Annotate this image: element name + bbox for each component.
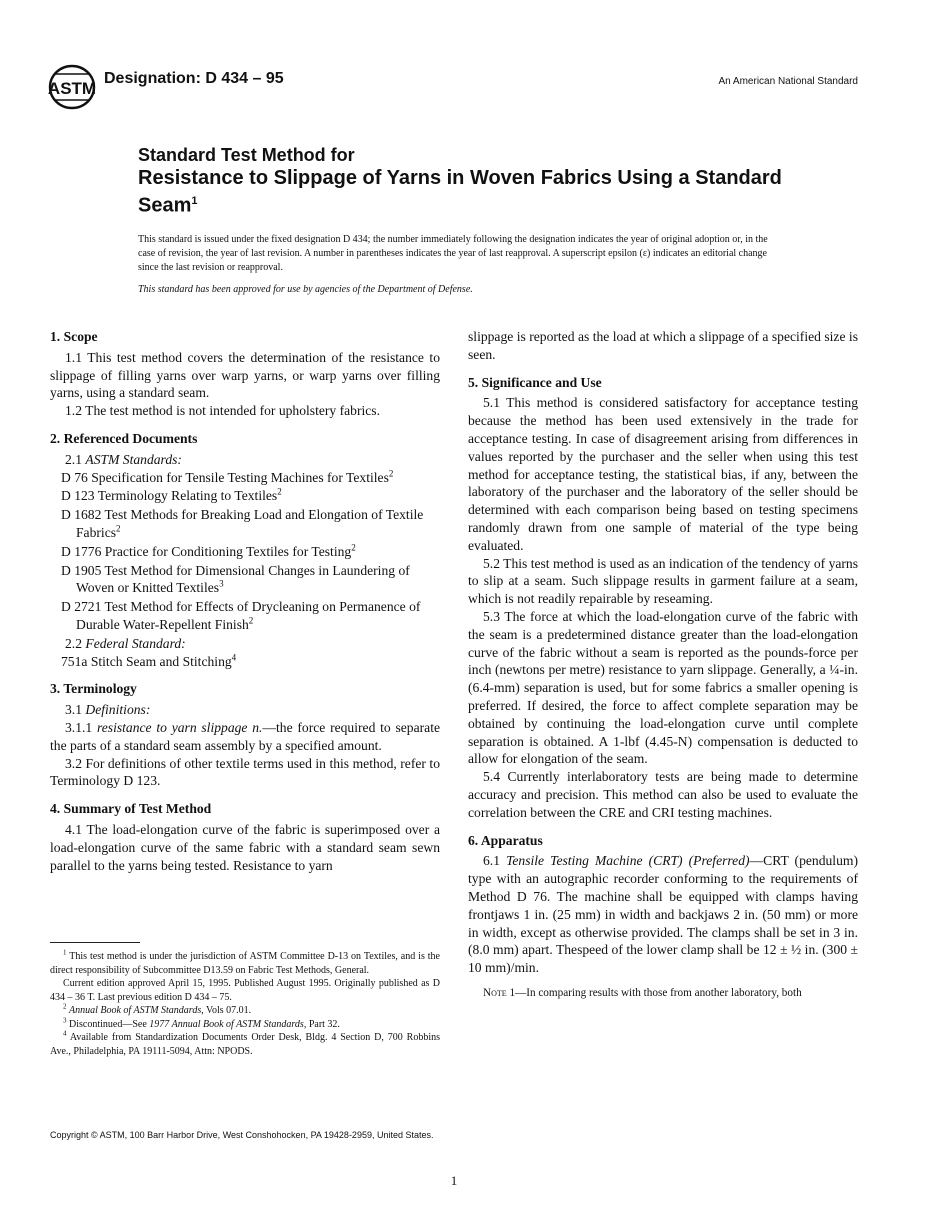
intro-block (138, 233, 778, 297)
dod-note: This standard has been approved for use by agencies of the Department of Defense. (138, 284, 473, 295)
paragraph-1-2: 1.2 The test method is not intended for upholstery fabrics. (65, 403, 380, 419)
paragraph-3-1: 3.1 Definitions: (65, 702, 151, 718)
intro-text: This standard is issued under the fixed designation D 434; the number immediately following the designation indicates the year of original adoption or, in the case of revision, the year of last revision. A number in parentheses indicates the year of last reapproval. A superscript epsilon (ε) indicates an editorial change since the last revision or reapproval. (138, 234, 768, 273)
title-line-1: Standard Test Method for (138, 145, 355, 165)
astm-logo (48, 64, 96, 110)
section-heading-summary: 4. Summary of Test Method (50, 801, 212, 817)
left-column (50, 328, 440, 874)
page-number: 1 (450, 1173, 458, 1188)
right-column (468, 328, 858, 1003)
footnote-rule (50, 942, 140, 943)
reference-item: D 76 Specification for Tensile Testing Machines for Textiles$^2$ (61, 468, 394, 485)
designation: Designation: D 434 – 95 (104, 70, 284, 87)
logo-text: ASTM (48, 79, 96, 98)
footnote-3: $^3$ Discontinued—See 1977 Annual Book of ASTM Standards, Part 32. (63, 1016, 340, 1030)
paragraph-3-1-1: 3.1.1 resistance to yarn slippage n.—the force required to separate the parts of a standard seam assembly by a specified amount. (50, 719, 441, 753)
footnote-1-cont: Current edition approved April 15, 1995. Published August 1995. Originally published as D 434 – 36 T. Last previous edition D 434 – 75. (50, 978, 440, 1003)
footnotes (50, 950, 440, 1058)
reference-item: D 1776 Practice for Conditioning Textiles for Testing$^2$ (61, 542, 356, 559)
document-title (138, 144, 818, 218)
reference-item: D 123 Terminology Relating to Textiles$^2$ (61, 486, 282, 504)
national-standard-label: An American National Standard (718, 76, 858, 87)
paragraph-1-1: 1.1 This test method covers the determination of the resistance to slippage of filling yarns over warp yarns, or warp yarns over filling yarns, using a standard seam. (50, 349, 440, 401)
reference-item: D 1905 Test Method for Dimensional Changes in Laundering of Woven or Knitted Textiles$^3$ (61, 562, 410, 596)
reference-item: D 1682 Test Methods for Breaking Load and Elongation of Textile Fabrics$^2$ (61, 507, 424, 540)
footnote-2: $^2$ Annual Book of ASTM Standards, Vols 07.01. (63, 1002, 252, 1016)
paragraph-2-1: 2.1 ASTM Standards: (65, 451, 182, 467)
paragraph-5-2: 5.2 This test method is used as an indication of the tendency of yarns to slip at a seam. Such slippage results in garment failure at a seam, which is not readily repairable by reseaming. (468, 555, 859, 607)
paragraph-5-4: 5.4 Currently interlaboratory tests are being made to determine accuracy and precision. This method can also be used to evaluate the correlation between the CRE and CRI testing machines. (468, 769, 858, 820)
section-heading-terminology: 3. Terminology (50, 681, 137, 697)
federal-reference: 751a Stitch Seam and Stitching$^4$ (61, 652, 237, 669)
paragraph-2-2: 2.2 Federal Standard: (65, 635, 186, 651)
title-line-2: Resistance to Slippage of Yarns in Woven Fabrics Using a Standard Seam$^1$ (138, 167, 782, 217)
paragraph-5-1: 5.1 This method is considered satisfactory for acceptance testing because the method has been used extensively in the trade for acceptance testing. In case of disagreement arising from differences in values reported by the purchaser and the seller when using this test method for acceptance testing, the statistical bias, if any, between the laboratory of the purchaser and the laboratory of the seller should be determined with each comparison being based on testing specimens randomly drawn from one sample of material of the type being evaluated. (468, 395, 858, 553)
copyright: Copyright © ASTM, 100 Barr Harbor Drive, West Conshohocken, PA 19428-2959, United States. (50, 1130, 434, 1140)
title-footnote-mark: 1 (191, 195, 198, 207)
section-heading-scope: 1. Scope (50, 329, 98, 344)
paragraph-5-3: 5.3 The force at which the load-elongation curve of the fabric with the seam is a predetermined distance greater than the load-elongation curve of the fabric without a seam is reported as the pounds-force per inch (newtons per metre) resistance to yarn slippage. Generally, a ¼-in. (6.4-mm) separation is used, but for some fabrics a smaller opening is preferred. If desired, the force to affect complete separation may be obtained by continuing the load-elongation curve until complete separation is obtained. A 1-lbf (4.45-N) compensation is deducted to allow for elongation of the seam. (468, 608, 858, 767)
section-heading-significance: 5. Significance and Use (468, 374, 602, 390)
section-heading-referenced: 2. Referenced Documents (50, 430, 198, 446)
footnote-1: $^1$ This test method is under the jurisdiction of ASTM Committee D-13 on Textiles, and is the direct responsibility of Subcommittee D13.59 on Fabric Test Methods, General. (50, 948, 440, 976)
paragraph-6-1: 6.1 Tensile Testing Machine (CRT) (Preferred)—CRT (pendulum) type with an autographic recorder conforming to the requirements of Method D 76. The machine shall be equipped with clamps having frontjaws 1 in. (25 mm) in width and backjaws 2 in. (50 mm) or more in width, except as otherwise provided. The clamps shall be set in 3 in. (8.0 mm) apart. Thespeed of the lower clamp shall be 12 ± ½ in. (300 ± 10 mm)/min. (468, 853, 858, 976)
paragraph-4-1: 4.1 The load-elongation curve of the fabric is superimposed over a load-elongation curve of the same fabric with a standard seam sewn parallel to the yarns being tested. Resistance to yarn (50, 821, 440, 873)
section-heading-apparatus: 6. Apparatus (468, 832, 543, 848)
paragraph-4-1-cont: slippage is reported as the load at which a slippage of a specified size is seen. (468, 329, 858, 362)
reference-item: D 2721 Test Method for Effects of Drycleaning on Permanence of Durable Water-Repellent Finish$^2$ (61, 599, 421, 632)
note-1: Note 1—In comparing results with those from another laboratory, both (483, 986, 802, 999)
footnote-4: $^4$ Available from Standardization Documents Order Desk, Bldg. 4 Section D, 700 Robbins Ave., Philadelphia, PA 19111-5094, Attn: NPODS. (50, 1029, 440, 1057)
paragraph-3-2: 3.2 For definitions of other textile terms used in this method, refer to Terminology D 123. (50, 755, 440, 789)
